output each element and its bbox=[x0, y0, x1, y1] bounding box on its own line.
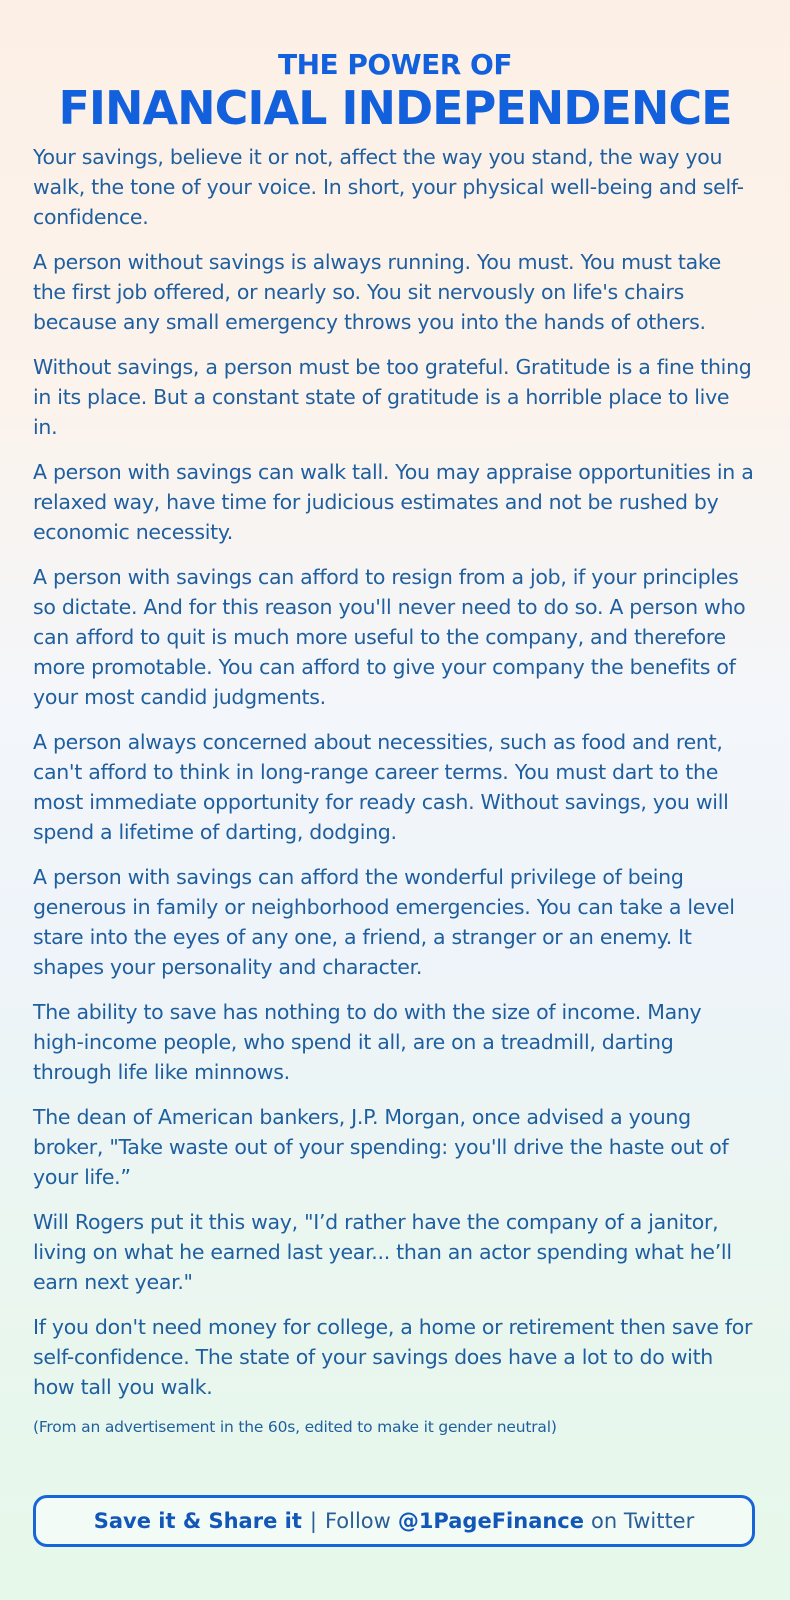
paragraph-11: If you don't need money for college, a home or retirement then save for self-confidence. The state of your savings does have a lot to do with how tall you walk. bbox=[33, 1315, 753, 1399]
paragraph-7: A person with savings can afford the wonderful privilege of being generous in family or neighborhood emergencies. You can take a level stare into the eyes of any one, a friend, a stranger or an enemy. It shapes your personality and character. bbox=[33, 865, 735, 979]
paragraph-6: A person always concerned about necessities, such as food and rent, can't afford to think in long-range career terms. You must dart to the most immediate opportunity for ready cash. Without savings, you will spend a lifetime of darting, dodging. bbox=[33, 730, 729, 844]
paragraph-4: A person with savings can walk tall. You may appraise opportunities in a relaxed way, have time for judicious estimates and not be rushed by economic necessity. bbox=[33, 460, 754, 544]
paragraph-3: Without savings, a person must be too grateful. Gratitude is a fine thing in its place. But a constant state of gratitude is a horrible place to live in. bbox=[33, 355, 752, 439]
paragraph-5: A person with savings can afford to resign from a job, if your principles so dictate. And for this reason you'll never need to do so. A person who can afford to quit is much more useful to the company, and therefore more promotable. You can afford to give your company the benefits of your most candid judgments. bbox=[33, 565, 746, 709]
title-kicker: THE POWER OF bbox=[278, 48, 512, 81]
on-twitter-label: on Twitter bbox=[591, 1509, 695, 1533]
paragraph-10: Will Rogers put it this way, "I’d rather have the company of a janitor, living on what he earned last year... than an actor spending what he’ll earn next year." bbox=[33, 1210, 732, 1294]
paragraph-2: A person without savings is always running. You must. You must take the first job offered, or nearly so. You sit nervously on life's chairs because any small emergency throws you into the hands of others. bbox=[33, 250, 721, 334]
article-body bbox=[33, 142, 757, 1437]
page-title: FINANCIAL INDEPENDENCE bbox=[58, 81, 732, 135]
paragraph-9: The dean of American bankers, J.P. Morgan, once advised a young broker, "Take waste out of your spending: you'll drive the haste out of your life.” bbox=[33, 1105, 729, 1189]
paragraph-1: Your savings, believe it or not, affect the way you stand, the way you walk, the tone of your voice. In short, your physical well-being and self-confidence. bbox=[33, 145, 744, 229]
follow-label: Follow bbox=[324, 1509, 391, 1533]
save-share-label: Save it & Share it bbox=[93, 1509, 302, 1533]
source-footnote: (From an advertisement in the 60s, edited to make it gender neutral) bbox=[33, 1418, 557, 1436]
cta-separator: | bbox=[309, 1509, 317, 1533]
twitter-handle-link[interactable]: @1PageFinance bbox=[397, 1509, 585, 1533]
paragraph-8: The ability to save has nothing to do with the size of income. Many high-income people, who spend it all, are on a treadmill, darting through life like minnows. bbox=[33, 1000, 702, 1084]
share-follow-banner[interactable] bbox=[33, 1495, 755, 1547]
